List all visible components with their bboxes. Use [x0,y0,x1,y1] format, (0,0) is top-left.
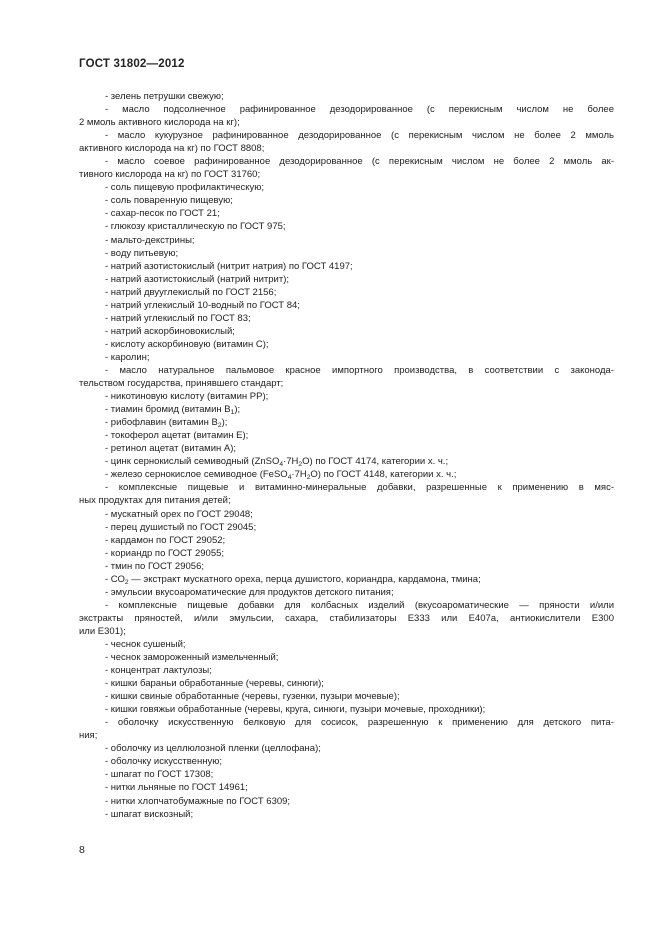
list-item: - натрий азотистокислый (натрий нитрит); [105,273,289,285]
list-item: - комплексные пищевые добавки для колбасных изделий (вкусоароматические — пряности и/или [105,599,614,611]
list-item: - рибофлавин (витамин $В_2$); [105,417,228,430]
list-item: - никотиновую кислоту (витамин РР); [105,391,269,403]
list-item: - кориандр по ГОСТ 29055; [105,547,225,559]
list-item-continuation: тельством государства, принявшего стандарт; [79,378,284,390]
list-item: - чеснок замороженный измельченный; [105,652,279,664]
list-item: - каролин; [105,351,150,363]
list-item-continuation: тивного кислорода на кг) по ГОСТ 31760; [79,169,261,181]
list-item: - масло натуральное пальмовое красное импортного производства, в соответствии с законода- [105,364,614,376]
list-item: - масло подсолнечное рафинированное дезодорированное (с перекисным числом не более [105,104,614,116]
list-item: - токоферол ацетат (витамин Е); [105,430,249,442]
list-item: - натрий углекислый по ГОСТ 83; [105,312,251,324]
list-item: - чеснок сушеный; [105,638,186,650]
list-item-continuation: 2 ммоль активного кислорода на кг); [79,117,240,129]
list-item: - комплексные пищевые и витаминно-минеральные добавки, разрешенные к применению в мяс- [105,482,614,494]
list-item: - глюкозу кристаллическую по ГОСТ 975; [105,221,286,233]
list-item-continuation: или Е301); [79,625,126,637]
list-item: - оболочку искусственную; [105,756,222,768]
list-item: - перец душистый по ГОСТ 29045; [105,521,257,533]
list-item: - воду питьевую; [105,247,179,259]
list-item: - оболочку искусственную белковую для сосисок, разрешенную к применению для детского пита- [105,717,614,729]
list-item: - шпагат по ГОСТ 17308; [105,769,214,781]
list-item: - кишки бараньи обработанные (черевы, синюги); [105,678,324,690]
list-item: - зелень петрушки свежую; [105,91,224,102]
list-item: - мускатный орех по ГОСТ 29048; [105,508,253,520]
list-item-continuation: ных продуктах для питания детей; [79,495,231,507]
list-item: - мальто-декстрины; [105,234,195,246]
list-item: - нитки льняные по ГОСТ 14961; [105,782,248,794]
list-item: - железо сернокислое семиводное $(FeSO_4\cdot 7H_2O)$ по ГОСТ 4148, категории х. ч.; [105,469,457,482]
list-item: - натрий двууглекислый по ГОСТ 2156; [105,286,277,298]
list-item: - $СО_2$ — экстракт мускатного ореха, перца душистого, кориандра, кардамона, тмина; [105,573,481,586]
list-item: - масло соевое рафинированное дезодорированное (с перекисным числом не более 2 ммоль ак- [105,156,614,168]
list-item: - натрий аскорбиновокислый; [105,325,235,337]
ingredient-list [79,90,614,821]
list-item: - тмин по ГОСТ 29056; [105,560,204,572]
list-item: - кишки говяжьи обработанные (черевы, круга, синюги, пузыри мочевые, проходники); [105,704,486,716]
list-item: - ретинол ацетат (витамин А); [105,443,237,455]
document-header: ГОСТ 31802—2012 [79,58,185,70]
list-item: - сахар-песок по ГОСТ 21; [105,208,220,220]
list-item: - эмульсии вкусоароматические для продуктов детского питания; [105,586,394,598]
page-number: 8 [79,844,85,856]
list-item-continuation: экстракты пряностей, и/или эмульсии, сахара, стабилизаторы Е333 или Е407а, антиокислители Е300 [79,612,614,624]
list-item: - концентрат лактулозы; [105,665,212,677]
list-item: - соль пищевую профилактическую; [105,182,265,194]
list-item: - соль поваренную пищевую; [105,195,233,207]
list-item-continuation: ния; [79,730,98,742]
list-item-continuation: активного кислорода на кг) по ГОСТ 8808; [79,143,265,155]
list-item: - оболочку из целлюлозной пленки (целлофана); [105,743,321,755]
list-item: - тиамин бромид (витамин $В_1$); [105,404,241,417]
list-item: - кишки свиные обработанные (черевы, гузенки, пузыри мочевые); [105,691,400,703]
list-item: - натрий углекислый 10-водный по ГОСТ 84; [105,299,300,311]
list-item: - кардамон по ГОСТ 29052; [105,534,226,546]
list-item: - кислоту аскорбиновую (витамин С); [105,338,269,350]
list-item: - натрий азотистокислый (нитрит натрия) по ГОСТ 4197; [105,260,353,272]
list-item: - шпагат вискозный; [105,808,194,820]
list-item: - цинк сернокислый семиводный $(ZnSO_4\cdot 7H_2O)$ по ГОСТ 4174, категории х. ч.; [105,456,449,469]
list-item: - нитки хлопчатобумажные по ГОСТ 6309; [105,795,291,807]
list-item: - масло кукурузное рафинированное дезодорированное (с перекисным числом не более 2 ммоль [105,130,614,142]
